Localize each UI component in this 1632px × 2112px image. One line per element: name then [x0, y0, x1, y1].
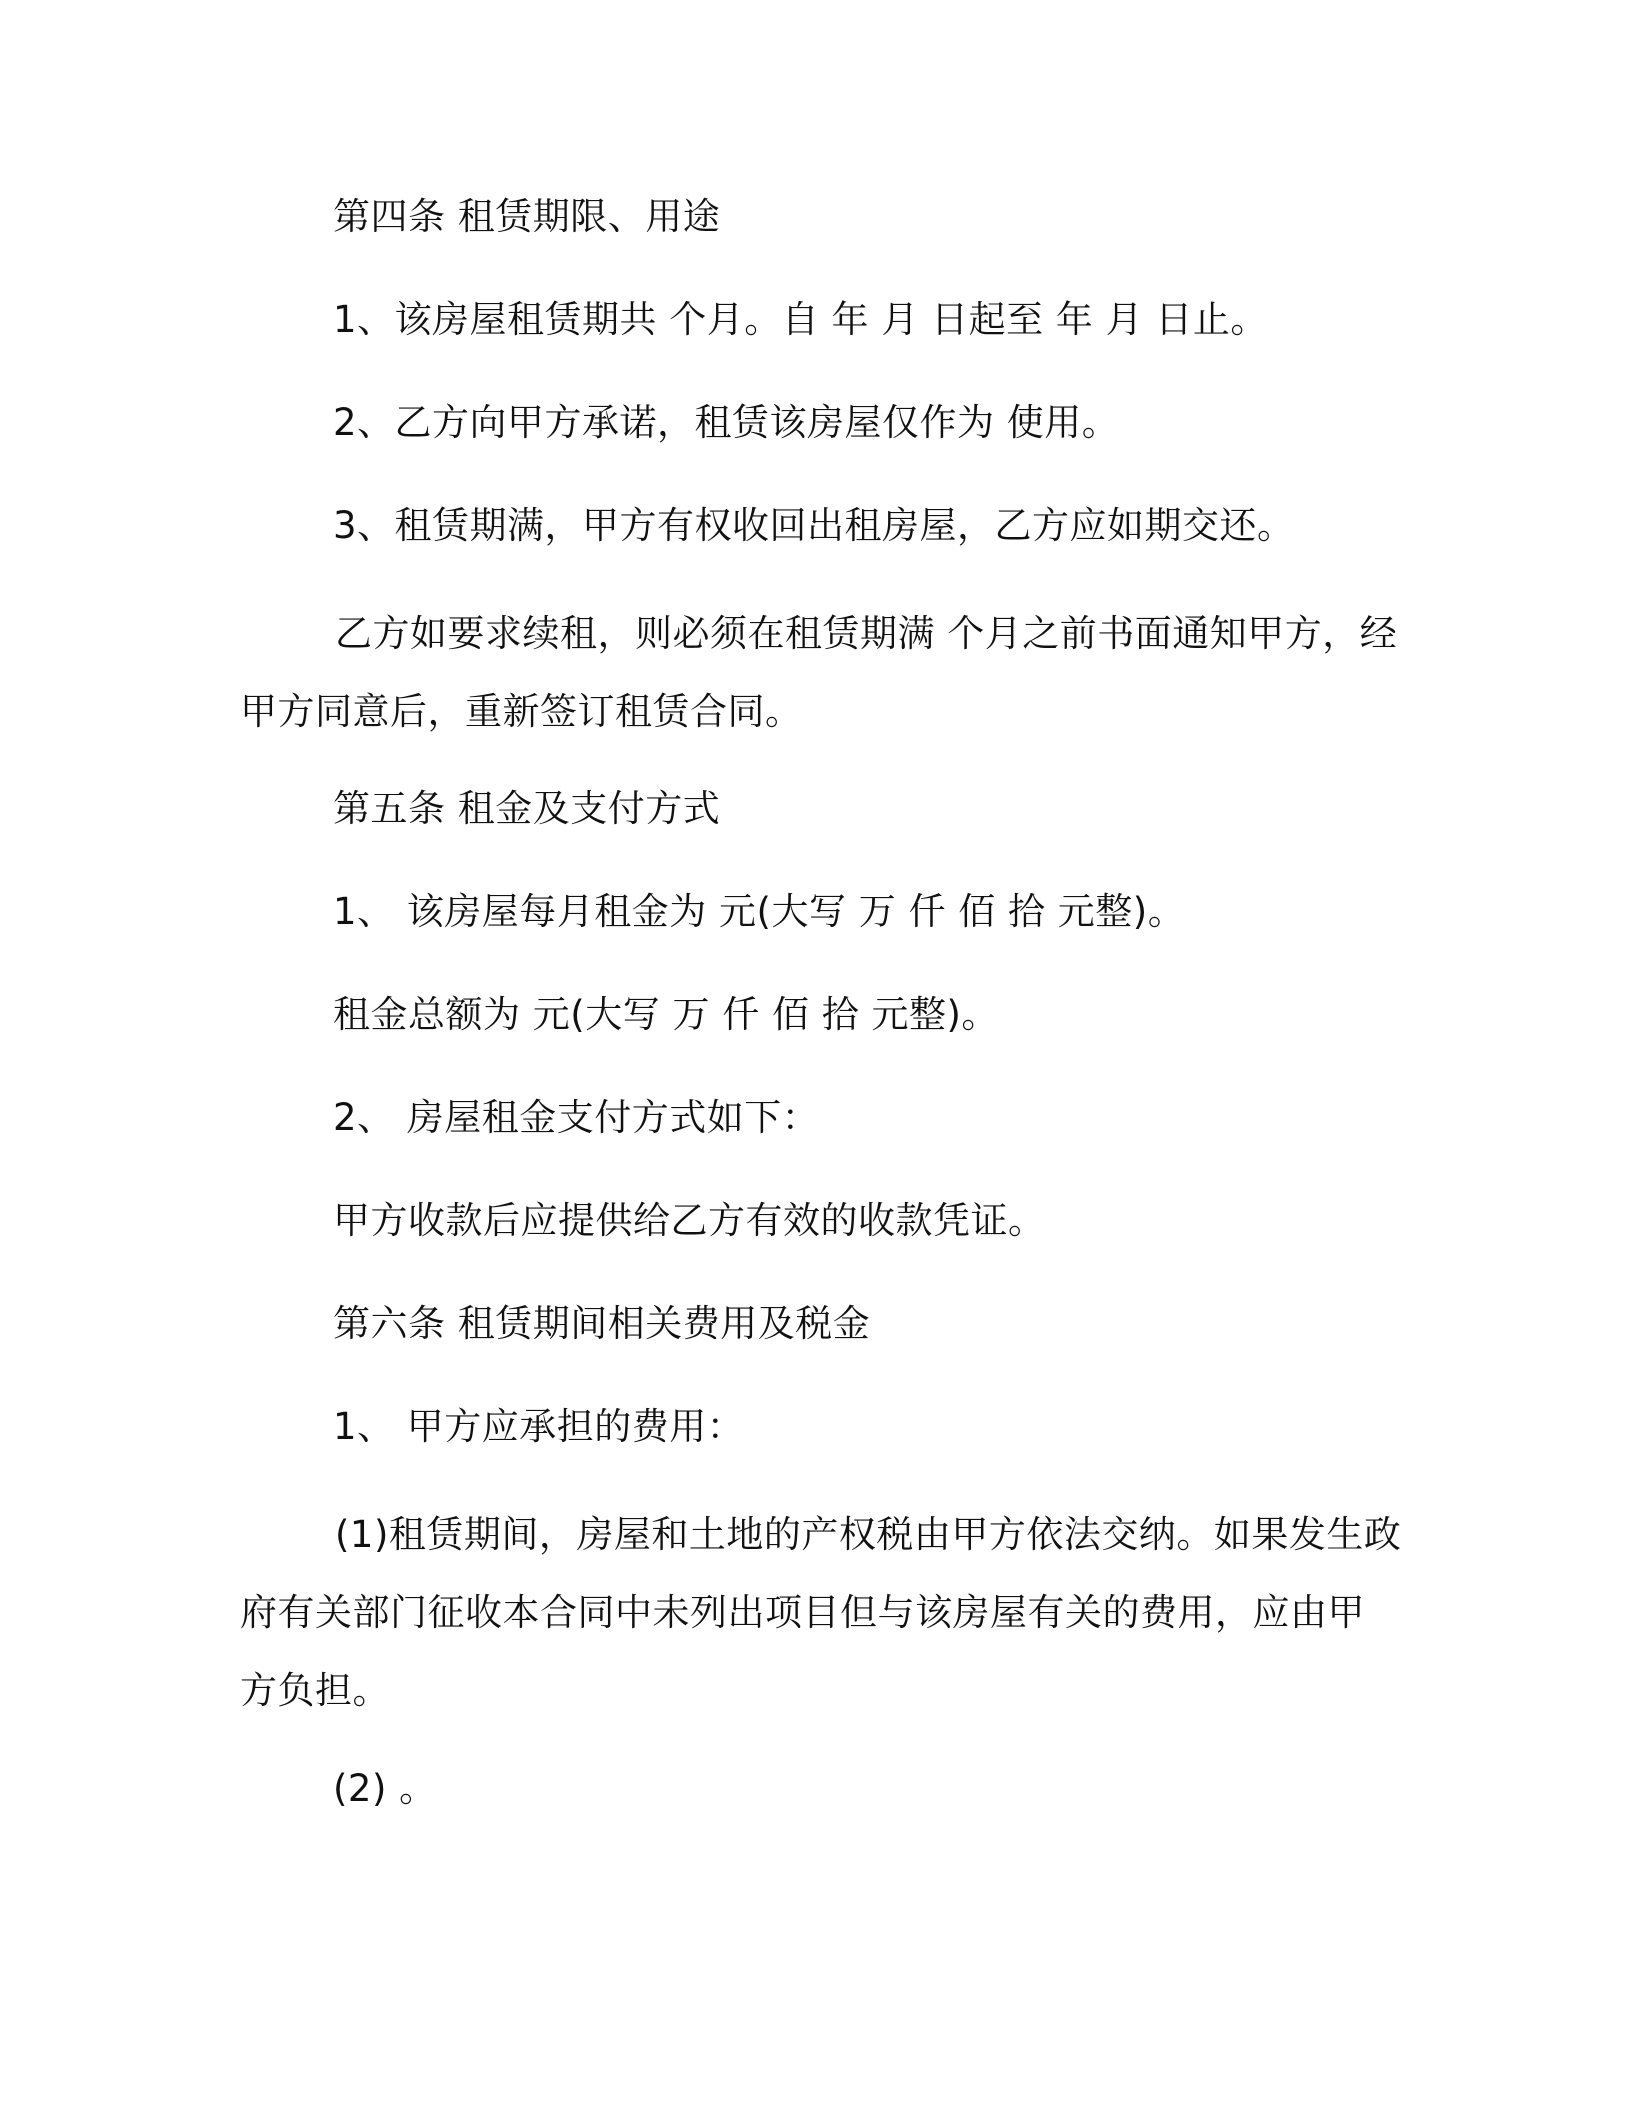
article-6-item-1: 1、 甲方应承担的费用： [333, 1405, 745, 1448]
renewal-paragraph [240, 595, 1400, 751]
tax-line-3: 方负担。 [240, 1669, 390, 1712]
article-5-item-2: 2、 房屋租金支付方式如下： [333, 1096, 820, 1139]
article-4-item-2: 2、乙方向甲方承诺，租赁该房屋仅作为 使用。 [333, 401, 1120, 444]
article-4-item-3: 3、租赁期满，甲方有权收回出租房屋，乙方应如期交还。 [333, 504, 1295, 547]
article-6-heading: 第六条 租赁期间相关费用及税金 [333, 1302, 871, 1345]
rent-total-line: 租金总额为 元(大写 万 仟 佰 拾 元整)。 [333, 993, 999, 1036]
tax-line-2: 府有关部门征收本合同中未列出项目但与该房屋有关的费用，应由甲 [240, 1591, 1365, 1634]
renewal-line-2: 甲方同意后，重新签订租赁合同。 [240, 690, 803, 733]
article-4-heading: 第四条 租赁期限、用途 [333, 195, 721, 238]
tax-line-1: (1)租赁期间，房屋和土地的产权税由甲方依法交纳。如果发生政 [335, 1513, 1402, 1556]
article-4-item-1: 1、该房屋租赁期共 个月。自 年 月 日起至 年 月 日止。 [333, 298, 1268, 341]
article-5-heading: 第五条 租金及支付方式 [333, 787, 721, 830]
renewal-line-1: 乙方如要求续租，则必须在租赁期满 个月之前书面通知甲方，经 [335, 612, 1398, 655]
tax-paragraph [240, 1496, 1400, 1730]
article-6-subitem-2: (2) 。 [333, 1767, 437, 1810]
receipt-line: 甲方收款后应提供给乙方有效的收款凭证。 [333, 1199, 1046, 1242]
article-5-item-1: 1、 该房屋每月租金为 元(大写 万 仟 佰 拾 元整)。 [333, 890, 1186, 933]
